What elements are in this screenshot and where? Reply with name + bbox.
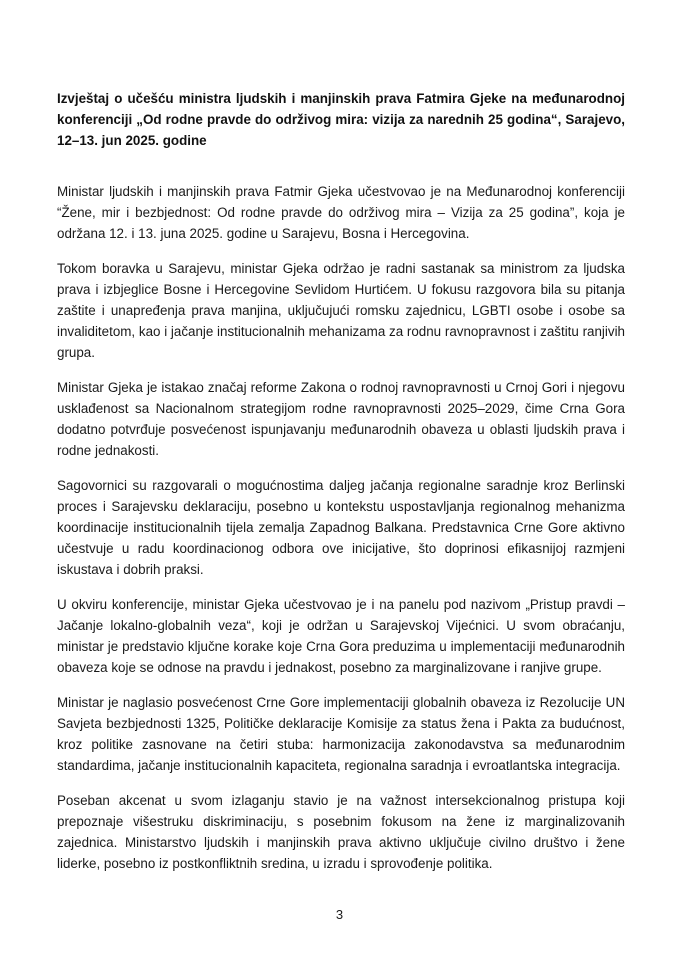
document-title: Izvještaj o učešću ministra ljudskih i manjinskih prava Fatmira Gjeke na međunarodnoj konferenciji „Od rodne pravde do održivog mira: vizija za narednih 25 godina“, Sarajevo, 12–13. jun 2025. godine (57, 91, 625, 148)
paragraph-gender-equality-law: Ministar Gjeka je istakao značaj reforme Zakona o rodnoj ravnopravnosti u Crnoj Gori i njegovu usklađenost sa Nacionalnom strategijom rodne ravnopravnosti 2025–2029, čime Crna Gora dodatno potvrđuje posvećenost ispunjavanju međunarodnih obaveza u oblasti ljudskih prava i rodne jednakosti. (57, 380, 625, 458)
paragraph-intersectional-approach: Poseban akcenat u svom izlaganju stavio je na važnost intersekcionalnog pristupa koji prepoznaje višestruku diskriminaciju, s posebnim fokusom na žene iz marginalizovanih zajednica. Ministarstvo ljudskih i manjinskih prava aktivno uključuje civilno društvo i žene liderke, posebno iz postkonfliktnih sredina, u izradu i sprovođenje politika. (57, 793, 625, 871)
paragraph-meeting-hurtic: Tokom boravka u Sarajevu, ministar Gjeka održao je radni sastanak sa ministrom za ljudska prava i izbjeglice Bosne i Hercegovine Sevlidom Hurtićem. U fokusu razgovora bila su pitanja zaštite i unapređenja prava manjina, uključujući romsku zajednicu, LGBTI osobe i osobe sa invaliditetom, kao i jačanje institucionalnih mehanizama za rodnu ravnopravnost i zaštitu ranjivih grupa. (57, 261, 625, 360)
page-number: 3 (335, 907, 344, 922)
paragraph-global-obligations: Ministar je naglasio posvećenost Crne Gore implementaciji globalnih obaveza iz Rezolucije UN Savjeta bezbjednosti 1325, Političke deklaracije Komisije za status žena i Pakta za budućnost, kroz politike zasnovane na četiri stuba: harmonizacija zakonodavstva sa međunarodnim standardima, jačanje institucionalnih kapaciteta, regionalna saradnja i evroatlantska integracija. (57, 695, 625, 773)
paragraph-intro-conference: Ministar ljudskih i manjinskih prava Fatmir Gjeka učestvovao je na Međunarodnoj konferenciji “Žene, mir i bezbjednost: Od rodne pravde do održivog mira – Vizija za 25 godina”, koja je održana 12. i 13. juna 2025. godine u Sarajevu, Bosna i Hercegovina. (57, 184, 625, 241)
paragraph-regional-cooperation: Sagovornici su razgovarali o mogućnostima daljeg jačanja regionalne saradnje kroz Berlinski proces i Sarajevsku deklaraciju, posebno u kontekstu uspostavljanja regionalnog mehanizma koordinacije institucionalnih tijela zemalja Zapadnog Balkana. Predstavnica Crne Gore aktivno učestvuje u radu koordinacionog odbora ove inicijative, što doprinosi efikasnijoj razmjeni iskustava i dobrih praksi. (57, 478, 625, 577)
paragraph-panel-access-to-justice: U okviru konferencije, ministar Gjeka učestvovao je i na panelu pod nazivom „Pristup pravdi – Jačanje lokalno-globalnih veza“, koji je održan u Sarajevskoj Vijećnici. U svom obraćanju, ministar je predstavio ključne korake koje Crna Gora preduzima u implementaciji međunarodnih obaveza koje se odnose na pravdu i jednakost, posebno za marginalizovane i ranjive grupe. (57, 597, 625, 675)
